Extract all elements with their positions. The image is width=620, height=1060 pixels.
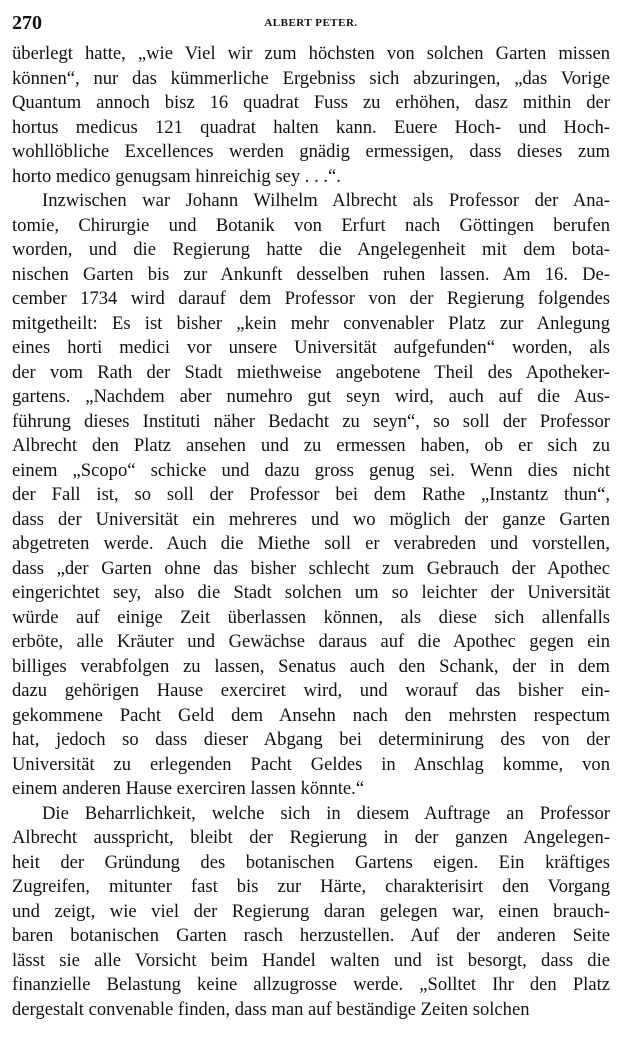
text-line: Albrecht ausspricht, bleibt der Regierung in der ganzen Angelegen-	[12, 827, 610, 848]
text-line: einem anderen Hause exerciren lassen könnte.“	[12, 778, 365, 799]
text-line: baren botanischen Garten rasch herzustellen. Auf der anderen Seite	[12, 925, 610, 946]
text-line: tomie, Chirurgie und Botanik von Erfurt nach Göttingen berufen	[12, 214, 610, 236]
text-line: eingerichtet sey, also die Stadt solchen um so leichter der Universität	[12, 582, 610, 603]
text-line: dazu gehörigen Hause exerciret wird, und worauf das bisher ein-	[12, 680, 610, 701]
text-line: eines horti medici vor unsere Universität aufgefunden“ worden, als	[12, 337, 610, 358]
text-line: lässt sie alle Vorsicht beim Handel walten und ist besorgt, dass die	[12, 949, 610, 971]
paragraph	[12, 42, 610, 189]
paragraph	[12, 189, 610, 802]
text-line: Quantum annoch bisz 16 quadrat Fuss zu erhöhen, dasz mithin der	[12, 92, 610, 113]
text-line: der vom Rath der Stadt miethweise angebotene Theil des Apotheker-	[12, 361, 610, 383]
text-line: Die Beharrlichkeit, welche sich in diesem Auftrage an Professor	[42, 802, 610, 824]
text-line: der Fall ist, so soll der Professor bei dem Rathe „Instantz thun“,	[12, 484, 610, 505]
text-line: horto medico genugsam hinreichig sey . . .“.	[12, 165, 341, 187]
text-line: mitgetheilt: Es ist bisher „kein mehr convenabler Platz zur Anlegung	[12, 312, 610, 334]
text-line: einem „Scopo“ schicke und dazu gross genug sei. Wenn dies nicht	[12, 459, 610, 481]
text-line: dergestalt convenable finden, dass man auf beständige Zeiten solchen	[12, 998, 530, 1020]
text-line: führung dieses Instituti näher Bedacht zu seyn“, so soll der Professor	[12, 410, 610, 432]
page-number: 270	[12, 12, 42, 34]
text-line: hortus medicus 121 quadrat halten kann. Euere Hoch- und Hoch-	[12, 116, 610, 138]
text-line: Zugreifen, mitunter fast bis zur Härte, charakterisirt den Vorgang	[12, 876, 610, 897]
text-line: billiges verabfolgen zu lassen, Senatus auch den Schank, der in dem	[12, 655, 610, 677]
text-line: abgetreten werde. Auch die Miethe soll er verabreden und vorstellen,	[12, 533, 610, 554]
text-line: worden, und die Regierung hatte die Angelegenheit mit dem bota-	[12, 239, 610, 260]
body-text	[12, 42, 610, 1022]
text-line: dass der Universität ein mehreres und wo möglich der ganze Garten	[12, 508, 610, 530]
text-line: Inzwischen war Johann Wilhelm Albrecht als Professor der Ana-	[42, 190, 610, 211]
text-line: können“, nur das kümmerliche Ergebniss sich abzuringen, „das Vorige	[12, 67, 610, 89]
text-line: wohllöbliche Excellences werden gnädig ermessigen, dass dieses zum	[12, 141, 610, 162]
text-line: Universität zu erlegenden Pacht Geldes in Anschlag komme, von	[12, 753, 610, 775]
text-line: heit der Gründung des botanischen Gartens eigen. Ein kräftiges	[12, 851, 610, 873]
text-line: finanzielle Belastung keine allzugrosse werde. „Solltet Ihr den Platz	[12, 974, 610, 995]
text-line: hat, jedoch so dass dieser Abgang bei determinirung des von der	[12, 729, 610, 750]
text-line: dass „der Garten ohne das bisher schlecht zum Gebrauch der Apothec	[12, 557, 610, 579]
running-head: ALBERT PETER.	[264, 17, 358, 29]
text-line: überlegt hatte, „wie Viel wir zum höchsten von solchen Garten missen	[12, 43, 610, 64]
paragraph	[12, 802, 610, 1023]
text-line: gartens. „Nachdem aber numehro gut seyn wird, auch auf die Aus-	[12, 386, 610, 407]
page-header	[12, 12, 610, 42]
text-line: und zeigt, wie viel der Regierung daran gelegen war, einen brauch-	[12, 900, 610, 922]
text-line: Albrecht den Platz ansehen und zu ermessen haben, ob er sich zu	[12, 435, 610, 456]
text-line: erböte, alle Kräuter und Gewächse daraus auf die Apothec gegen ein	[12, 631, 610, 652]
text-line: cember 1734 wird darauf dem Professor von der Regierung folgendes	[12, 288, 610, 309]
text-line: würde auf einige Zeit überlassen können, als diese sich allenfalls	[12, 606, 610, 628]
text-line: nischen Garten bis zur Ankunft desselben ruhen lassen. Am 16. De-	[12, 263, 610, 285]
text-line: gekommene Pacht Geld dem Ansehn nach den mehrsten respectum	[12, 704, 610, 726]
